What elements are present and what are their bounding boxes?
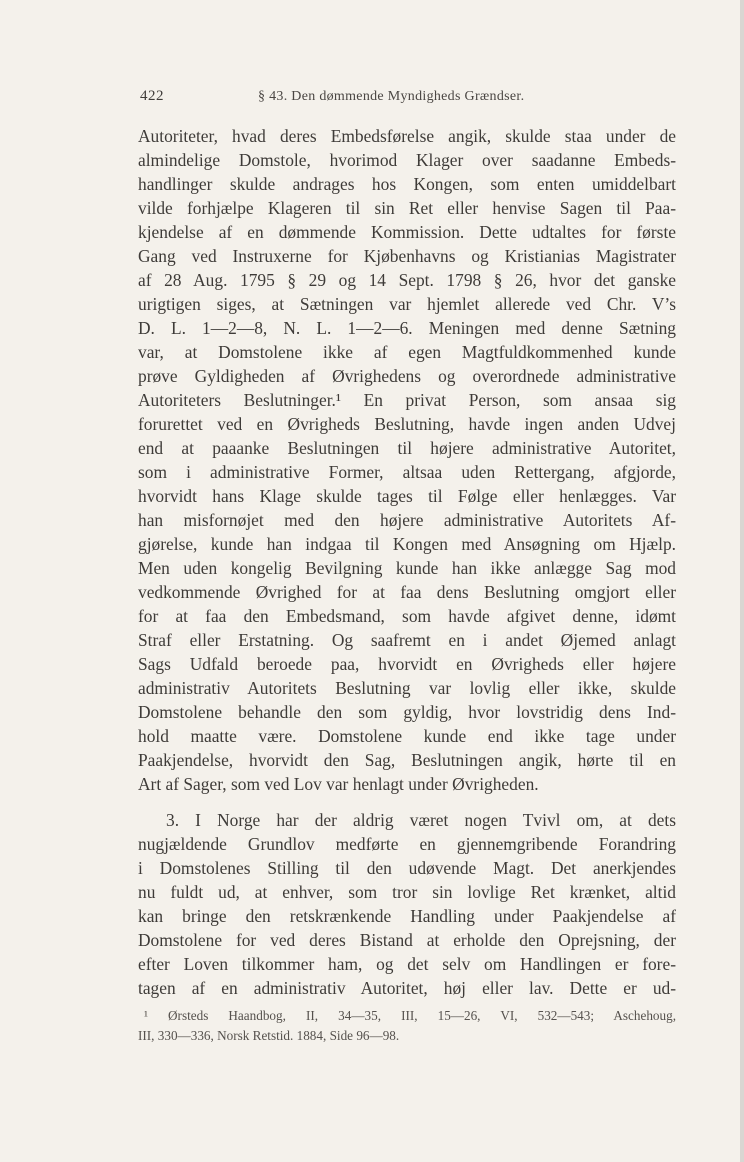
running-title: § 43. Den dømmende Myndigheds Grændser. bbox=[258, 89, 525, 104]
page-header bbox=[140, 88, 676, 112]
text-line: nu fuldt ud, at enhver, som tror sin lovlige Ret krænket, altid bbox=[138, 882, 676, 902]
text-line: Men uden kongelig Bevilgning kunde han ikke anlægge Sag mod bbox=[138, 558, 676, 578]
text-line: Sags Udfald beroede paa, hvorvidt en Øvrigheds eller højere bbox=[138, 654, 676, 674]
text-line: Paakjendelse, hvorvidt den Sag, Beslutningen angik, hørte til en bbox=[138, 750, 676, 770]
text-line: som i administrative Former, altsaa uden Rettergang, afgjorde, bbox=[138, 462, 676, 482]
page-number: 422 bbox=[140, 88, 164, 104]
body-text bbox=[138, 124, 676, 1000]
text-line: gjørelse, kunde han indgaa til Kongen med Ansøgning om Hjælp. bbox=[138, 534, 676, 554]
paragraph-2 bbox=[138, 808, 676, 1000]
footnote-line: III, 330—336, Norsk Retstid. 1884, Side 96—98. bbox=[138, 1028, 400, 1043]
text-line: han misfornøjet med den højere administrative Autoritets Af- bbox=[138, 510, 676, 530]
text-line: vilde forhjælpe Klageren til sin Ret eller henvise Sagen til Paa- bbox=[138, 198, 676, 218]
text-line: i Domstolenes Stilling til den udøvende Magt. Det anerkjendes bbox=[138, 858, 676, 878]
text-line: end at paaanke Beslutningen til højere administrative Autoritet, bbox=[138, 438, 676, 458]
paragraph-1 bbox=[138, 124, 676, 796]
text-line: urigtigen siges, at Sætningen var hjemlet allerede ved Chr. V’s bbox=[138, 294, 676, 314]
text-line: efter Loven tilkommer ham, og det selv om Handlingen er fore- bbox=[138, 954, 676, 974]
text-line: af 28 Aug. 1795 § 29 og 14 Sept. 1798 § 26, hvor det ganske bbox=[138, 270, 676, 290]
text-line: administrativ Autoritets Beslutning var lovlig eller ikke, skulde bbox=[138, 678, 676, 698]
text-line: Straf eller Erstatning. Og saafremt en i andet Øjemed anlagt bbox=[138, 630, 676, 650]
text-line: D. L. 1—2—8, N. L. 1—2—6. Meningen med denne Sætning bbox=[138, 318, 676, 338]
text-line: forurettet ved en Øvrigheds Beslutning, havde ingen anden Udvej bbox=[138, 414, 676, 434]
footnotes bbox=[138, 1006, 676, 1046]
text-line: Gang ved Instruxerne for Kjøbenhavns og Kristianias Magistrater bbox=[138, 246, 676, 266]
text-line: kan bringe den retskrænkende Handling under Paakjendelse af bbox=[138, 906, 676, 926]
text-line: almindelige Domstole, hvorimod Klager over saadanne Embeds- bbox=[138, 150, 676, 170]
text-line: hold maatte være. Domstolene kunde end ikke tage under bbox=[138, 726, 676, 746]
page-edge-shadow bbox=[740, 0, 744, 1162]
footnote-line: ¹ Ørsteds Haandbog, II, 34—35, III, 15—26, VI, 532—543; Aschehoug, bbox=[144, 1008, 676, 1023]
text-line: var, at Domstolene ikke af egen Magtfuldkommenhed kunde bbox=[138, 342, 676, 362]
text-line: kjendelse af en dømmende Kommission. Dette udtaltes for første bbox=[138, 222, 676, 242]
text-line: hvorvidt hans Klage skulde tages til Følge eller henlægges. Var bbox=[138, 486, 676, 506]
text-line: handlinger skulde andrages hos Kongen, som enten umiddelbart bbox=[138, 174, 676, 194]
text-line: nugjældende Grundlov medførte en gjennemgribende Forandring bbox=[138, 834, 676, 854]
text-line-section-start: 3. I Norge har der aldrig været nogen Tvivl om, at dets bbox=[166, 810, 676, 830]
text-line: vedkommende Øvrighed for at faa dens Beslutning omgjort eller bbox=[138, 582, 676, 602]
text-line: Domstolene behandle den som gyldig, hvor lovstridig dens Ind- bbox=[138, 702, 676, 722]
text-line: Art af Sager, som ved Lov var henlagt under Øvrigheden. bbox=[138, 774, 539, 794]
paragraph-spacer bbox=[138, 796, 676, 808]
text-line-with-footnote-ref: Autoriteters Beslutninger.¹ En privat Person, som ansaa sig bbox=[138, 390, 676, 410]
text-line: Domstolene for ved deres Bistand at erholde den Oprejsning, der bbox=[138, 930, 676, 950]
text-line: prøve Gyldigheden af Øvrighedens og overordnede administrative bbox=[138, 366, 676, 386]
text-line: for at faa den Embedsmand, som havde afgivet denne, idømt bbox=[138, 606, 676, 626]
text-line: Autoriteter, hvad deres Embedsførelse angik, skulde staa under de bbox=[138, 126, 676, 146]
text-line: tagen af en administrativ Autoritet, høj eller lav. Dette er ud- bbox=[138, 978, 676, 998]
